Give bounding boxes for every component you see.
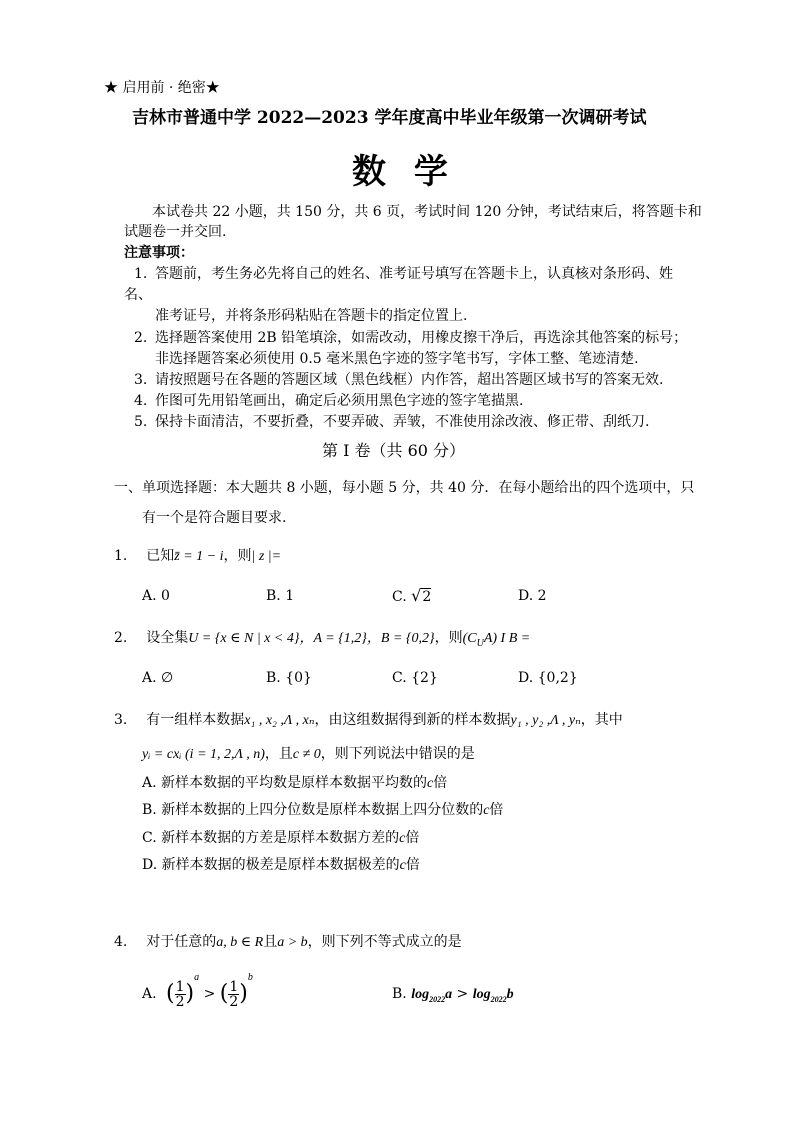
exam-title: 吉林市普通中学 2022—2023 学年度高中毕业年级第一次调研考试 [132, 108, 647, 128]
question-number: 1. [114, 548, 128, 564]
option-a: A. [142, 986, 157, 1002]
confidential-mark: ★ 启用前 · 绝密★ [104, 80, 220, 96]
subject-title: 数 学 [352, 152, 456, 192]
note-number: 3. [134, 372, 148, 388]
note-text: 准考证号，并将条形码粘贴在答题卡的指定位置上. [155, 308, 468, 324]
notice-title: 注意事项： [124, 245, 194, 261]
question-text: 已知 [146, 548, 175, 564]
option-a: A. ∅ [142, 670, 174, 686]
note-text: 请按照题号在各题的答题区域（黑色线框）内作答，超出答题区域书写的答案无效. [155, 372, 664, 388]
part-title: 第 I 卷（共 60 分） [322, 441, 466, 460]
option-d: D. 2 [518, 588, 547, 604]
question-1: 1. 已知z̄ = 1 − i，则| z |= [114, 548, 282, 564]
option-b: B. 1 [266, 588, 295, 604]
option-c: C. {2} [392, 670, 438, 686]
intro-line-2: 试题卷一并交回. [124, 224, 227, 240]
section-heading-line-1: 一、单项选择题：本大题共 8 小题，每小题 5 分，共 40 分．在每小题给出的四个选项中，只 [114, 480, 695, 496]
option-c: C. √2 [392, 586, 432, 605]
question-4: 4. 对于任意的a, b ∈ R且a > b，则下列不等式成立的是 [114, 934, 462, 950]
section-heading-line-2: 有一个是符合题目要求. [142, 510, 287, 526]
note-text: 选择题答案使用 2B 铅笔填涂，如需改动，用橡皮擦干净后，再选涂其他答案的标号； [155, 330, 688, 346]
sqrt-icon: √ [411, 586, 422, 605]
question-number: 4. [114, 934, 128, 950]
question-3-line-2: yᵢ = cxᵢ (i = 1, 2,Λ , n)，且c ≠ 0，则下列说法中错误的是 [142, 746, 475, 762]
option-b: B. $\log_{2022}a > \log_{2022}b$ [392, 986, 514, 1004]
note-number: 1. [134, 266, 148, 282]
note-number: 5. [134, 414, 148, 430]
note-text: 作图可先用铅笔画出，确定后必须用黑色字迹的签字笔描黑. [155, 393, 524, 409]
option-d: D. 新样本数据的极差是原样本数据极差的c倍 [142, 857, 420, 873]
option-a-expression: ( $\frac{1}{2}$ )$^a$ > ( $\frac{1}{2}$ )$^b$ [166, 972, 253, 1010]
question-2: 2. 设全集U = {x ∈ N | x < 4}，A = {1,2}，B = {0,2}，则$(C_UA)$ I B = [114, 630, 531, 649]
question-number: 3. [114, 712, 128, 728]
math-expression: z̄ = 1 − i [174, 549, 224, 564]
option-a: A. 0 [142, 588, 170, 604]
question-number: 2. [114, 630, 128, 646]
option-a: A. 新样本数据的平均数是原样本数据平均数的c倍 [142, 775, 448, 791]
option-b: B. {0} [266, 670, 312, 686]
math-expression: | z |= [251, 549, 282, 564]
option-c: C. 新样本数据的方差是原样本数据方差的c倍 [142, 830, 420, 846]
note-number: 4. [134, 393, 148, 409]
option-b: B. 新样本数据的上四分位数是原样本数据上四分位数的c倍 [142, 802, 504, 818]
option-d: D. {0,2} [518, 670, 578, 686]
intro-line-1: 本试卷共 22 小题，共 150 分，共 6 页，考试时间 120 分钟，考试结束后，将答题卡和 [152, 204, 702, 220]
note-text: 保持卡面清洁，不要折叠，不要弄破、弄皱，不准使用涂改液、修正带、刮纸刀. [155, 414, 650, 430]
note-number: 2. [134, 330, 148, 346]
question-3: 3. 有一组样本数据x₁ , x₂ ,Λ , xₙ，由这组数据得到新的样本数据y₁ , y₂ ,Λ , yₙ，其中 [114, 712, 623, 728]
note-text: 非选择题答案必须使用 0.5 毫米黑色字迹的签字笔书写，字体工整、笔迹清楚. [155, 351, 639, 367]
note-text: 名、 [124, 287, 152, 303]
note-text: 答题前，考生务必先将自己的姓名、准考证号填写在答题卡上，认真核对条形码、姓 [155, 266, 673, 282]
